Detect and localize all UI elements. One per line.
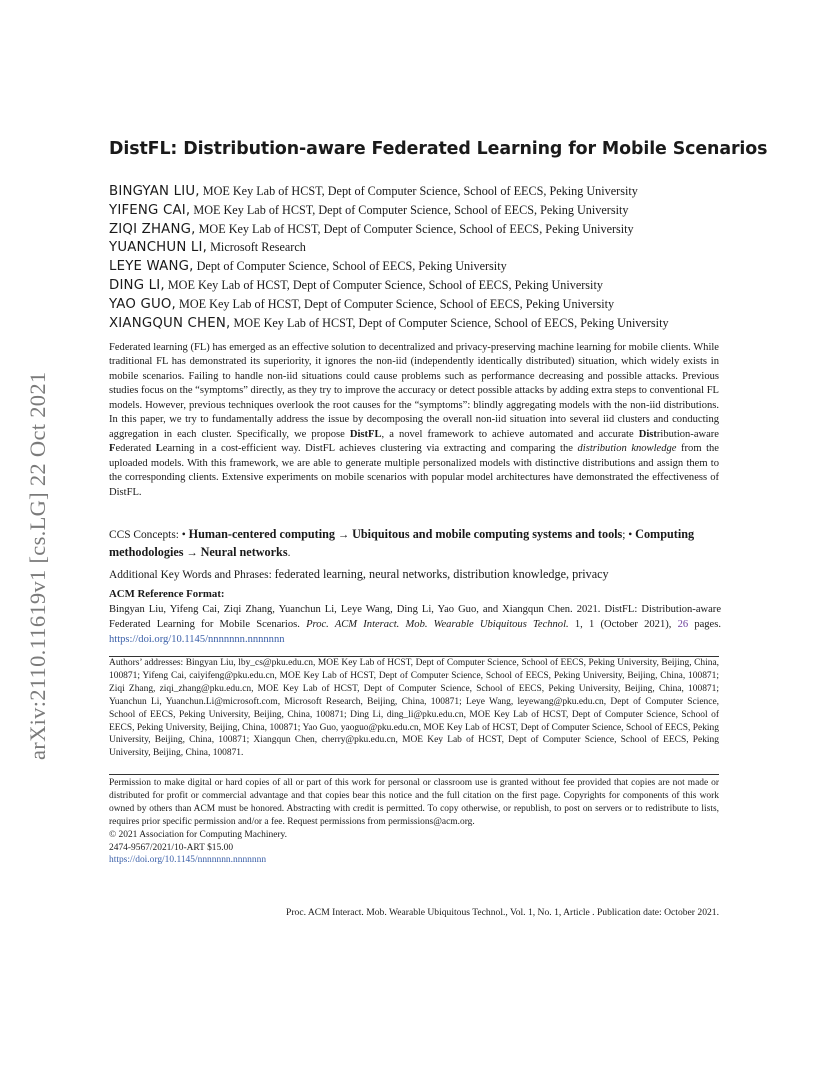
reference-pages-text: pages. — [688, 619, 721, 630]
author-affiliation: MOE Key Lab of HCST, Dept of Computer Science, School of EECS, Peking University — [195, 221, 634, 236]
reference-text: Bingyan Liu, Yifeng Cai, Ziqi Zhang, Yuanchun Li, Leye Wang, Ding Li, Yao Guo, and Xiangqun Chen. 2021. DistFL: Distribution-aware Federated Learning for Mobile Scenarios. — [109, 604, 721, 630]
copyright-line: © 2021 Association for Computing Machinery. — [109, 829, 287, 840]
permission-notice — [109, 777, 719, 867]
ccs-concept: Computing methodologies — [109, 527, 695, 559]
author-name: BINGYAN LIU, — [109, 184, 200, 199]
author-affiliation: MOE Key Lab of HCST, Dept of Computer Science, School of EECS, Peking University — [199, 184, 638, 198]
author-affiliation: MOE Key Lab of HCST, Dept of Computer Science, School of EECS, Peking University — [190, 202, 629, 217]
keywords-values: federated learning, neural networks, distribution knowledge, privacy — [274, 567, 609, 581]
author-name: XIANGQUN CHEN, — [109, 315, 231, 331]
acm-reference-format — [109, 587, 721, 647]
author-entry — [109, 276, 749, 295]
keywords — [109, 566, 719, 583]
divider — [109, 774, 719, 775]
author-entry — [109, 182, 749, 201]
abstract-framework-name: DistFL — [349, 428, 382, 440]
permission-text: Permission to make digital or hard copies of all or part of this work for personal or classroom use is granted without fee provided that copies are not made or distributed for profit or commercial advantage and that copies bear this notice and the full citation on the first page. Copyrights for components of this work owned by others than ACM must be honored. Abstracting with credit is permitted. To copy otherwise, or republish, to post on servers or to redistribute to lists, requires prior specific permission and/or a fee. Request permissions from permissions@acm.org. — [109, 778, 719, 827]
author-affiliation: MOE Key Lab of HCST, Dept of Computer Science, School of EECS, Peking University — [230, 315, 669, 330]
paper-title: DistFL: Distribution-aware Federated Learning for Mobile Scenarios — [109, 139, 768, 159]
author-affiliation: Dept of Computer Science, School of EECS, Peking University — [193, 259, 507, 274]
authors-addresses: Authors’ addresses: Bingyan Liu, lby_cs@pku.edu.cn, MOE Key Lab of HCST, Dept of Computer Science, School of EECS, Peking University, Beijing, China, 100871; Yifeng Cai, caiyifeng@pku.edu.cn, MOE Key Lab of HCST, Dept of Computer Science, School of EECS, Peking University, Beijing, China, 100871; Ziqi Zhang, ziqi_zhang@pku.edu.cn, MOE Key Lab of HCST, Dept of Computer Science, School of EECS, Peking University, Beijing, China, 100871; Yuanchun Li, Yuanchun.Li@microsoft.com, Microsoft Research, Beijing, China, 100871; Leye Wang, leyewang@pku.edu.cn, Dept of Computer Science, School of EECS, Peking University, Beijing, China, 100871; Ding Li, ding_li@pku.edu.cn, MOE Key Lab of HCST, Dept of Computer Science, School of EECS, Peking University, Beijing, China, 100871; Yao Guo, yaoguo@pku.edu.cn, MOE Key Lab of HCST, Dept of Computer Science, School of EECS, Peking University, Beijing, China, 100871; Xiangqun Chen, cherry@pku.edu.cn, MOE Key Lab of HCST, Dept of Computer Science, School of EECS, Peking University, Beijing, China, 100871. — [109, 658, 719, 759]
abstract-text: , a novel framework to achieve automated and accurate — [381, 428, 639, 440]
abstract-text: ribution-aware — [656, 428, 719, 440]
author-name: YIFENG CAI, — [109, 202, 191, 218]
author-entry — [109, 295, 749, 314]
running-footer: Proc. ACM Interact. Mob. Wearable Ubiquitous Technol., Vol. 1, No. 1, Article . Publication date: October 2021. — [286, 907, 719, 918]
reference-venue: Proc. ACM Interact. Mob. Wearable Ubiquitous Technol. — [306, 619, 569, 630]
author-name: LEYE WANG, — [109, 259, 194, 275]
abstract-text: Federated learning (FL) has emerged as an effective solution to decentralized and privacy-preserving machine learning for mobile clients. While traditional FL has demonstrated its superiority, it ignores the non-iid (independently identically distributed) situation, which widely exists in mobile scenarios. Failing to handle non-iid situations could cause problems such as performance decreasing and possible attacks. Previous studies focus on the “symptoms” directly, as they try to improve the accuracy or detect possible attacks by adding extra steps to conventional FL models. However, previous techniques overlook the root causes for the “symptoms”: blindly aggregating models with the non-iid distributions. In this paper, we try to fundamentally address the issue by decomposing the overall non-iid situation into several iid clusters and conducting aggregation in each cluster. Specifically, we propose — [109, 342, 719, 440]
author-list — [109, 182, 749, 332]
author-entry — [109, 314, 749, 333]
abstract-acronym-letter: L — [155, 443, 163, 455]
ccs-concept: Ubiquitous and mobile computing systems and tools — [352, 527, 623, 541]
abstract-text: earning in a cost-efficient way. DistFL achieves clustering via extracting and comparing the — [162, 443, 578, 455]
ccs-end: . — [287, 547, 291, 559]
footer-doi-link[interactable]: https://doi.org/10.1145/nnnnnnn.nnnnnnn — [109, 855, 267, 866]
author-entry — [109, 257, 749, 276]
author-name: YUANCHUN LI, — [109, 240, 208, 256]
issn-line: 2474-9567/2021/10-ART $15.00 — [109, 842, 234, 853]
author-name: DING LI, — [109, 277, 165, 293]
author-entry — [109, 201, 749, 220]
author-affiliation: MOE Key Lab of HCST, Dept of Computer Science, School of EECS, Peking University — [175, 296, 615, 311]
ccs-concept: Human-centered computing — [188, 527, 335, 541]
ccs-arrow: → — [334, 529, 353, 541]
abstract-acronym-letter: Dist — [638, 428, 657, 440]
abstract-text: ederated — [115, 443, 156, 455]
abstract-text: from the uploaded models. With this framework, we are able to generate multiple personalized models with distinctive distributions and assign them to the corresponding clients. Extensive experiments on mobile scenarios with popular model architectures have demonstrated the effectiveness of DistFL. — [109, 443, 719, 498]
ccs-concept: Neural networks — [200, 545, 288, 559]
arxiv-identifier-stamp: arXiv:2110.11619v1 [cs.LG] 22 Oct 2021 — [25, 371, 50, 760]
author-name: YAO GUO, — [109, 296, 176, 312]
ccs-concepts — [109, 526, 724, 562]
reference-doi-link[interactable]: https://doi.org/10.1145/nnnnnnn.nnnnnnn — [109, 634, 285, 645]
reference-pages-link[interactable]: 26 — [677, 619, 689, 630]
abstract-acronym-letter: F — [109, 443, 116, 455]
ccs-arrow: → — [183, 547, 201, 559]
author-affiliation: MOE Key Lab of HCST, Dept of Computer Science, School of EECS, Peking University — [164, 277, 603, 292]
reference-volume: 1, 1 (October 2021), — [568, 619, 678, 630]
abstract — [109, 341, 719, 500]
author-affiliation: Microsoft Research — [207, 240, 306, 255]
author-name: ZIQI ZHANG, — [109, 221, 196, 237]
reference-heading: ACM Reference Format: — [109, 588, 225, 600]
author-entry — [109, 220, 749, 239]
ccs-separator: ; • — [622, 529, 636, 541]
keywords-label: Additional Key Words and Phrases: — [109, 569, 275, 581]
ccs-label: CCS Concepts: • — [109, 529, 189, 541]
author-entry — [109, 238, 749, 257]
abstract-emphasis: distribution knowledge — [577, 443, 677, 455]
